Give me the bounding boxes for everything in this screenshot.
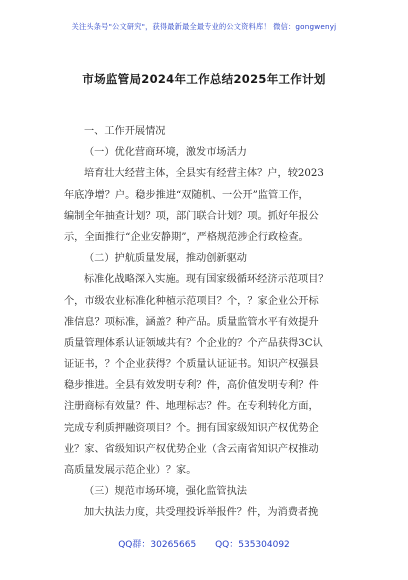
paragraph-line: 示，全面推行“企业安静期”，严格规范涉企行政检查。 [64, 231, 309, 243]
paragraph-line: 年底净增？户。稳步推进“双随机、一公开”监管工作， [64, 189, 309, 201]
paragraph-line: 准信息？项标准，涵盖？种产品。质量监管水平有效提升 [64, 316, 319, 328]
paragraph-line: 证证书，？个企业获得？个质量认证证书。知识产权强县 [64, 359, 319, 371]
paragraph-line: 高质量发展示范企业）？家。 [64, 465, 197, 476]
footer [0, 537, 408, 550]
header-banner: 关注头条号"公文研究"，获得最新最全最专业的公文资料库！ 微信：gongwenyj [71, 22, 337, 31]
footer-qq-group: QQ群：30265665 [118, 540, 197, 550]
footer-qq: QQ：535304092 [215, 540, 290, 550]
paragraph-line: 加大执法力度，共受理投诉举报件？件，为消费者挽 [84, 507, 319, 519]
paragraph-line: 个，市级农业标准化种植示范项目？个，？家企业公开标 [64, 295, 319, 307]
document-body [64, 121, 364, 524]
paragraph-line: 稳步推进。全县有效发明专利？件，高价值发明专利？件 [64, 380, 319, 392]
section-heading: 一、工作开展情况 [84, 126, 166, 137]
paragraph-line: 完成专利质押融资项目？个。拥有国家级知识产权优势企 [64, 422, 319, 434]
paragraph-line: 质量管理体系认证领域共有？个企业的？个产品获得3C认 [64, 337, 323, 349]
section-heading: （二）护航质量发展，推动创新驱动 [84, 253, 247, 265]
section-heading: （一）优化营商环境，激发市场活力 [84, 147, 247, 159]
paragraph-line: 标准化战略深入实施。现有国家级循环经济示范项目？ [84, 274, 329, 286]
page-title: 市场监管局2024年工作总结2025年工作计划 [82, 72, 326, 86]
paragraph-line: 注册商标有效量？件、地理标志？件。在专利转化方面， [64, 401, 319, 413]
section-heading: （三）规范市场环境，强化监管执法 [84, 486, 247, 498]
paragraph-line: 业？家、省级知识产权优势企业（含云南省知识产权推动 [64, 443, 319, 455]
paragraph-line: 编制全年抽查计划？项，部门联合计划？项。抓好年报公 [64, 210, 319, 222]
paragraph-line: 培育壮大经营主体，全县实有经营主体？户，较2023 [84, 168, 324, 180]
